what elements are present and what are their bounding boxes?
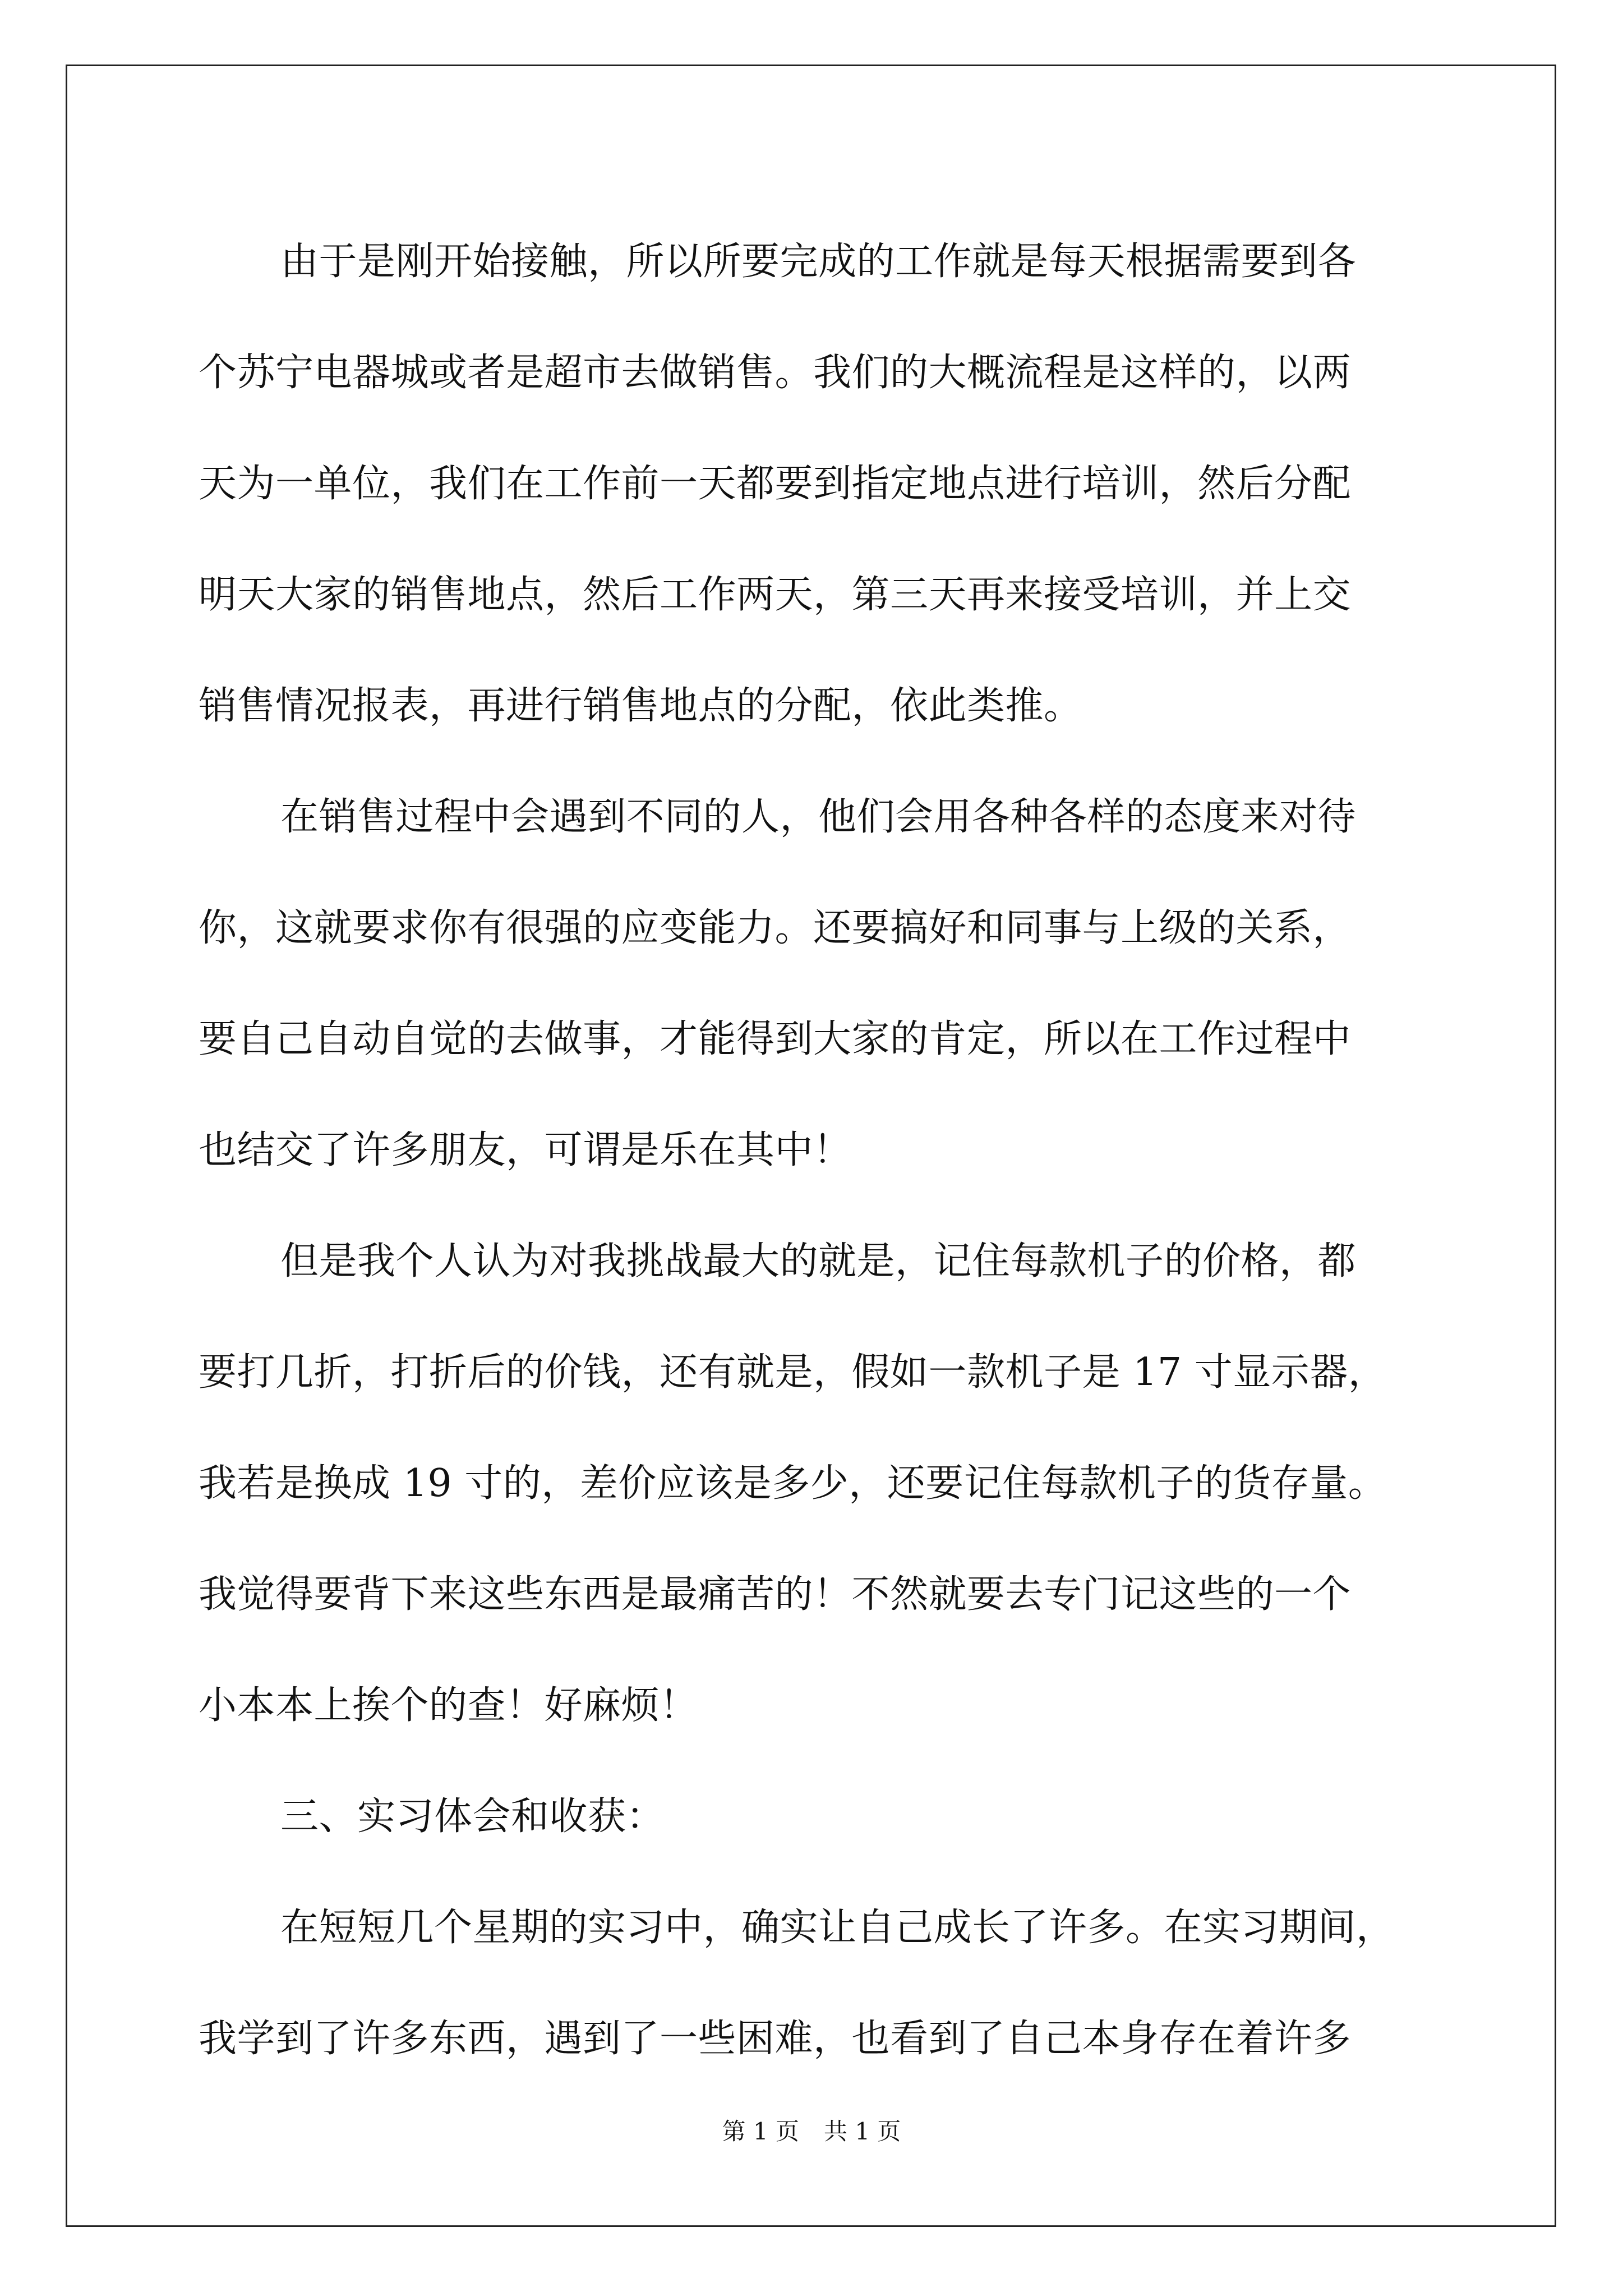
text-line: 销售情况报表，再进行销售地点的分配，依此类推。 — [199, 684, 1082, 728]
text-line: 天为一单位，我们在工作前一天都要到指定地点进行培训，然后分配 — [199, 462, 1352, 506]
text-line: 小本本上挨个的查！好麻烦！ — [199, 1683, 698, 1728]
text-line: 要打几折，打折后的价钱，还有就是，假如一款机子是 17 寸显示器， — [199, 1350, 1387, 1395]
text-line: 我若是换成 19 寸的，差价应该是多少，还要记住每款机子的货存量。 — [199, 1461, 1387, 1506]
page-footer — [0, 2115, 1623, 2148]
text-line: 明天大家的销售地点，然后工作两天，第三天再来接受培训，并上交 — [199, 573, 1352, 617]
document-body — [199, 206, 1438, 2095]
text-line: 我觉得要背下来这些东西是最痛苦的！不然就要去专门记这些的一个 — [199, 1572, 1352, 1617]
text-line: 要自己自动自觉的去做事，才能得到大家的肯定，所以在工作过程中 — [199, 1017, 1352, 1061]
section-heading: 三、实习体会和收获： — [280, 1795, 665, 1839]
text-line: 也结交了许多朋友，可谓是乐在其中！ — [199, 1128, 852, 1172]
page-total: 共 1 页 — [824, 2118, 901, 2145]
text-line: 你，这就要求你有很强的应变能力。还要搞好和同事与上级的关系， — [199, 906, 1352, 950]
page-number: 第 1 页 — [722, 2118, 799, 2145]
text-line: 由于是刚开始接触，所以所要完成的工作就是每天根据需要到各 — [280, 240, 1357, 284]
text-line: 个苏宁电器城或者是超市去做销售。我们的大概流程是这样的，以两 — [199, 351, 1352, 395]
text-line: 在短短几个星期的实习中，确实让自己成长了许多。在实习期间， — [280, 1906, 1395, 1950]
text-line: 但是我个人认为对我挑战最大的就是，记住每款机子的价格，都 — [280, 1239, 1357, 1283]
text-line: 在销售过程中会遇到不同的人，他们会用各种各样的态度来对待 — [280, 795, 1357, 839]
text-line: 我学到了许多东西，遇到了一些困难，也看到了自己本身存在着许多 — [199, 2017, 1352, 2061]
